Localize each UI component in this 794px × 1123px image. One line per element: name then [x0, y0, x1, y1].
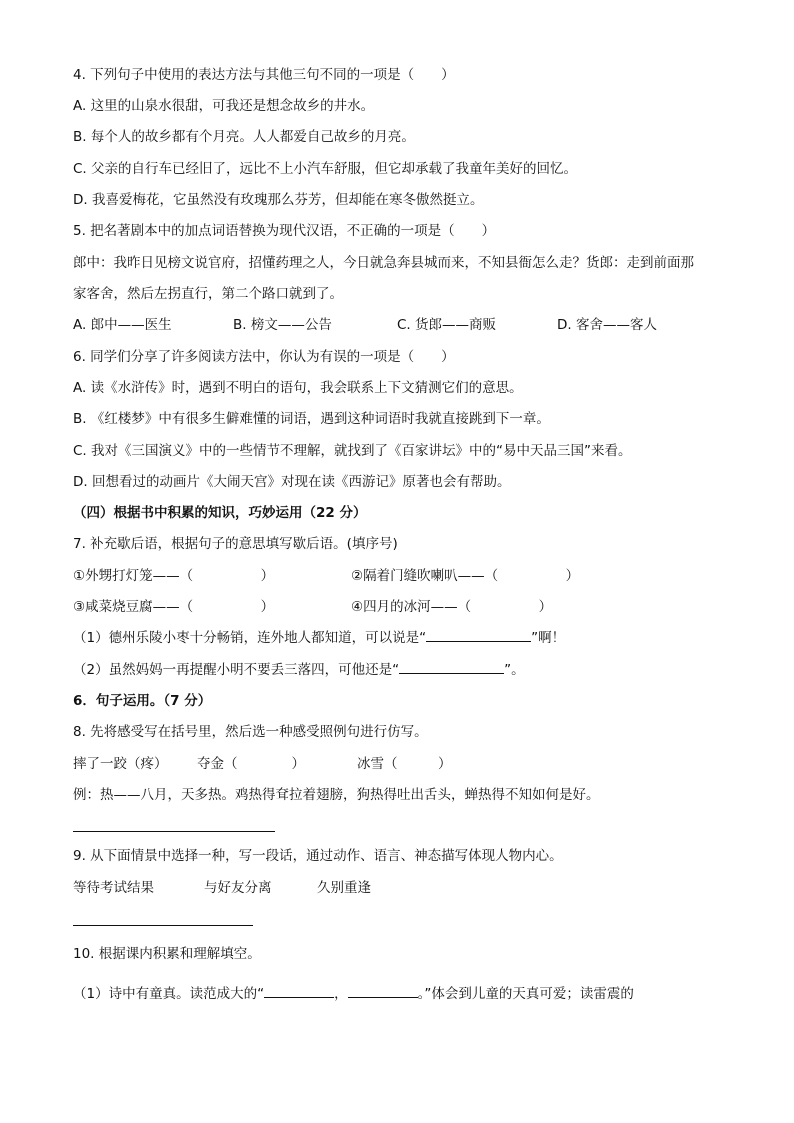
q10-stem: 10. 根据课内积累和理解填空。 — [73, 946, 261, 962]
q7-item-3: ③咸菜烧豆腐——（ ） — [73, 599, 275, 615]
q6-stem: 6. 同学们分享了许多阅读方法中，你认为有误的一项是（ ） — [73, 349, 455, 365]
q4-option-d: D. 我喜爱梅花，它虽然没有玫瑰那么芬芳，但却能在寒冬傲然挺立。 — [73, 192, 484, 208]
q7-s2-blank[interactable] — [399, 661, 504, 674]
q7-s2-suffix: ”。 — [504, 662, 525, 678]
q4-option-a: A. 这里的山泉水很甜，可我还是想念故乡的井水。 — [73, 98, 375, 114]
q7-item-1: ①外甥打灯笼——（ ） — [73, 568, 275, 584]
q5-option-c: C. 货郎——商贩 — [397, 317, 497, 333]
q5-option-d: D. 客舍——客人 — [557, 317, 657, 333]
q9-answer-line[interactable] — [73, 925, 253, 926]
q7-s2-prefix: （2）虽然妈妈一再提醒小明不要丢三落四，可他还是“ — [73, 662, 400, 678]
section4-title: （四）根据书中积累的知识，巧妙运用（22 分） — [73, 505, 367, 521]
q10-s1-prefix: （1）诗中有童真。读范成大的“ — [73, 986, 265, 1002]
q7-item-4: ④四月的冰河——（ ） — [351, 599, 553, 615]
q7-sentence-1 — [73, 629, 565, 647]
q7-stem: 7. 补充歇后语，根据句子的意思填写歇后语。(填序号) — [73, 536, 398, 552]
q9-option-1: 等待考试结果 — [73, 880, 154, 896]
q7-s1-suffix: ”啊！ — [531, 630, 566, 646]
q7-item-2: ②隔着门缝吹喇叭——（ ） — [351, 568, 580, 584]
q9-option-3: 久别重逢 — [317, 880, 371, 896]
q5-option-b: B. 榜文——公告 — [233, 317, 332, 333]
q4-stem: 4. 下列句子中使用的表达方法与其他三句不同的一项是（ ） — [73, 67, 455, 83]
q7-sentence-2 — [73, 661, 525, 679]
q8-stem: 8. 先将感受写在括号里，然后选一种感受照例句进行仿写。 — [73, 724, 428, 740]
q8-answer-line[interactable] — [73, 831, 275, 832]
q7-s1-prefix: （1）德州乐陵小枣十分畅销，连外地人都知道，可以说是“ — [73, 630, 427, 646]
q5-passage-line2: 家客舍，然后左拐直行，第二个路口就到了。 — [73, 286, 343, 302]
q6-option-a: A. 读《水浒传》时，遇到不明白的语句，我会联系上下文猜测它们的意思。 — [73, 380, 523, 396]
q7-s1-blank[interactable] — [426, 629, 531, 642]
q6-option-c: C. 我对《三国演义》中的一些情节不理解，就找到了《百家讲坛》中的“易中天品三国”来看。 — [73, 443, 632, 459]
q10-s1-suffix: 。”体会到儿童的天真可爱；读雷震的 — [417, 986, 634, 1002]
q5-passage-line1: 郎中：我昨日见榜文说官府，招懂药理之人，今日就急奔县城而来，不知县衙怎么走？货郎：走到前面那 — [73, 255, 694, 271]
q5-option-a: A. 郎中——医生 — [73, 317, 172, 333]
q10-s1-blank-1[interactable] — [264, 985, 334, 998]
q9-stem: 9. 从下面情景中选择一种，写一段话，通过动作、语言、神态描写体现人物内心。 — [73, 848, 563, 864]
q4-option-b: B. 每个人的故乡都有个月亮。人人都爱自己故乡的月亮。 — [73, 129, 415, 145]
q6-option-d: D. 回想看过的动画片《大闹天宫》对现在读《西游记》原著也会有帮助。 — [73, 474, 511, 490]
q8-item-1: 摔了一跤（疼） — [73, 756, 168, 772]
q10-s1-blank-2[interactable] — [348, 985, 418, 998]
q10-s1-middle: ， — [334, 986, 348, 1002]
q5-stem: 5. 把名著剧本中的加点词语替换为现代汉语，不正确的一项是（ ） — [73, 223, 496, 239]
section6-title: 6．句子运用。（7 分） — [73, 693, 212, 709]
q8-item-2: 夺金（ ） — [197, 756, 305, 772]
q6-option-b: B. 《红楼梦》中有很多生僻难懂的词语，遇到这种词语时我就直接跳到下一章。 — [73, 411, 550, 427]
q4-option-c: C. 父亲的自行车已经旧了，远比不上小汽车舒服，但它却承载了我童年美好的回忆。 — [73, 161, 578, 177]
q9-option-2: 与好友分离 — [204, 880, 272, 896]
q8-item-3: 冰雪（ ） — [357, 756, 452, 772]
q8-example: 例：热——八月，天多热。鸡热得耷拉着翅膀，狗热得吐出舌头，蝉热得不知如何是好。 — [73, 787, 600, 803]
q10-sentence-1 — [73, 985, 634, 1003]
